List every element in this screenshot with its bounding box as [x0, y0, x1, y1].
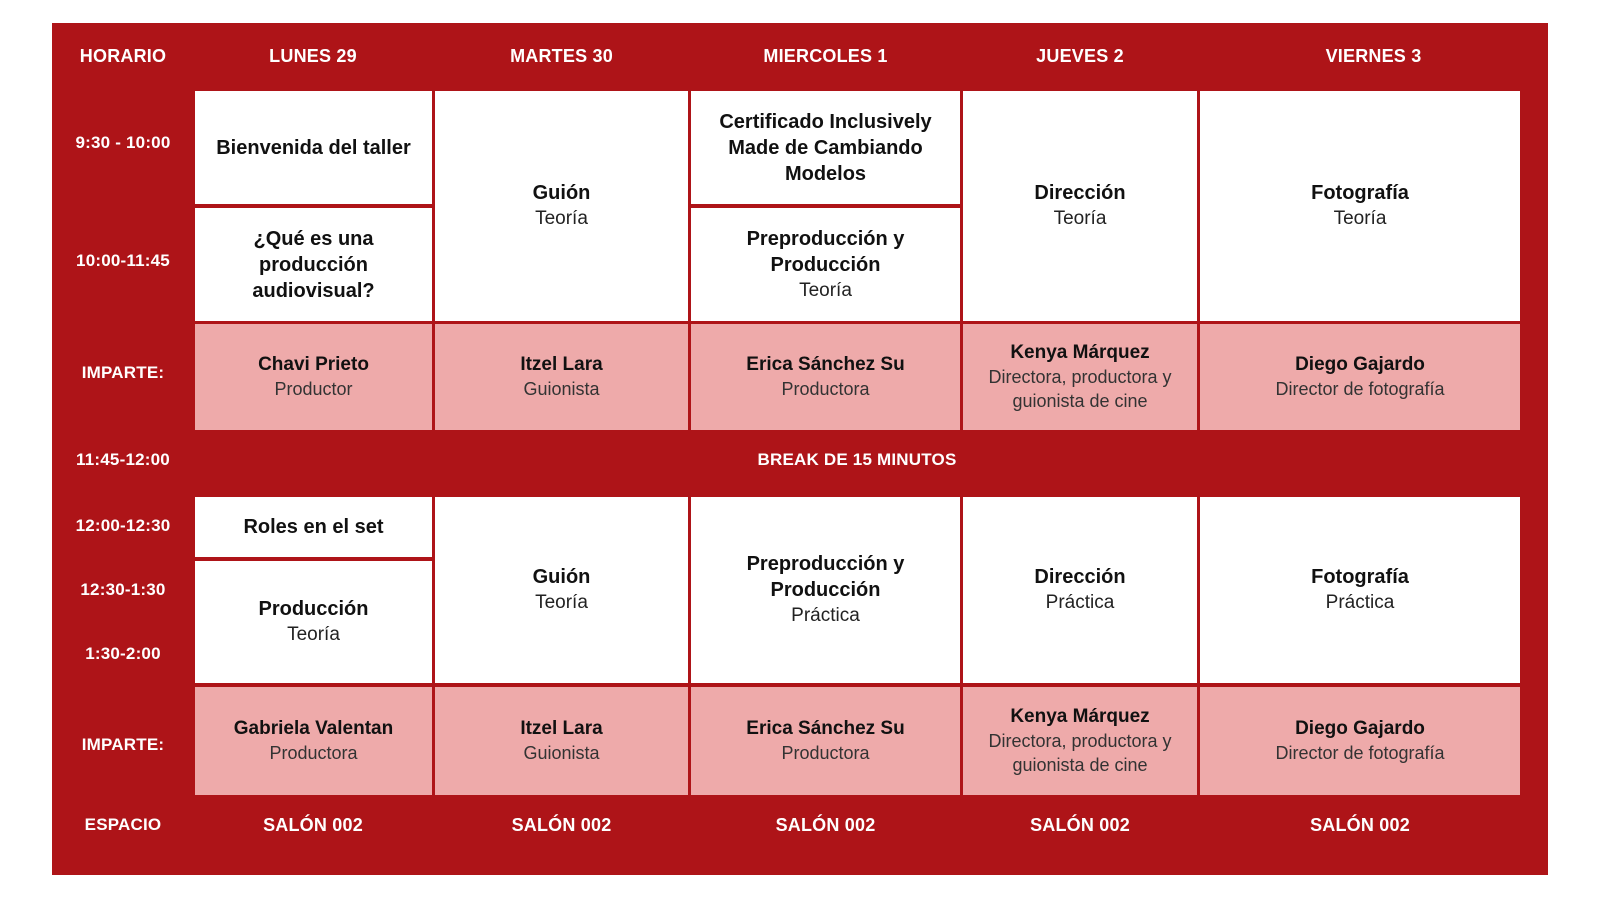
session-lunes-produccion-audiovisual: [195, 208, 432, 321]
time-slot-1: 9:30 - 10:00: [75, 133, 171, 152]
session-title: Bienvenida del taller: [216, 136, 411, 159]
espacio-miercoles: SALÓN 002: [775, 814, 876, 835]
instructor-martes-afternoon: [435, 687, 688, 795]
espacio-label: ESPACIO: [84, 815, 162, 834]
instructor-martes-morning: [435, 324, 688, 430]
header-martes: MARTES 30: [510, 45, 613, 66]
instructor-viernes-morning: [1200, 324, 1520, 430]
instructor-name: Gabriela Valentan: [233, 718, 394, 739]
session-title: Dirección: [1034, 566, 1126, 588]
instructor-name: Kenya Márquez: [1010, 706, 1150, 727]
session-title: Dirección: [1034, 182, 1126, 204]
session-type: Teoría: [287, 624, 340, 645]
instructor-name: Diego Gajardo: [1295, 718, 1425, 739]
session-type: Teoría: [1333, 208, 1387, 229]
instructor-lunes-morning: [195, 324, 432, 430]
session-martes-guion-teoria: [435, 91, 688, 321]
instructor-jueves-afternoon: [963, 687, 1197, 795]
instructor-name: Itzel Lara: [520, 718, 603, 739]
time-slot-5: 1:30-2:00: [85, 644, 161, 663]
instructor-miercoles-afternoon: [691, 687, 960, 795]
session-title: Preproducción y Producción: [746, 227, 905, 276]
instructor-lunes-afternoon: [195, 687, 432, 795]
instructor-role: Director de fotografía: [1275, 379, 1445, 399]
session-title: Fotografía: [1311, 182, 1409, 204]
espacio-martes: SALÓN 002: [511, 814, 612, 835]
session-type: Práctica: [1045, 592, 1115, 613]
break-banner: BREAK DE 15 MINUTOS: [757, 450, 957, 469]
session-type: Teoría: [1053, 208, 1107, 229]
instructor-miercoles-morning: [691, 324, 960, 430]
header-lunes: LUNES 29: [269, 45, 357, 66]
instructor-role: Productora: [781, 379, 870, 399]
instructor-jueves-morning: [963, 324, 1197, 430]
espacio-viernes: SALÓN 002: [1310, 814, 1410, 835]
session-title: Guión: [532, 182, 591, 204]
session-type: Teoría: [535, 208, 588, 229]
session-martes-guion-tarde: [435, 497, 688, 683]
session-type: Teoría: [799, 279, 852, 301]
imparte-label-afternoon: IMPARTE:: [81, 735, 165, 754]
session-type: Práctica: [791, 605, 860, 626]
header-miercoles: MIERCOLES 1: [763, 45, 888, 66]
session-miercoles-certificado: [691, 91, 960, 204]
instructor-role: Directora, productora y guionista de cine: [988, 731, 1172, 775]
instructor-name: Chavi Prieto: [258, 354, 369, 375]
session-title: Guión: [532, 566, 591, 588]
session-lunes-roles-set: [195, 497, 432, 557]
session-miercoles-preproduccion-teoria: [691, 208, 960, 321]
instructor-name: Erica Sánchez Su: [746, 354, 905, 375]
instructor-name: Diego Gajardo: [1295, 354, 1425, 375]
session-viernes-fotografia-teoria: [1200, 91, 1520, 321]
header-horario: HORARIO: [79, 45, 167, 66]
instructor-name: Erica Sánchez Su: [746, 718, 905, 739]
session-title: Producción: [258, 598, 369, 620]
imparte-label-morning: IMPARTE:: [81, 363, 165, 382]
instructor-role: Productora: [781, 743, 870, 763]
instructor-role: Productora: [269, 743, 358, 763]
schedule-table: [52, 23, 1548, 875]
session-title: Preproducción y Producción: [746, 553, 905, 601]
session-type: Teoría: [535, 592, 588, 613]
session-title: Roles en el set: [243, 516, 384, 538]
instructor-name: Itzel Lara: [520, 354, 603, 375]
instructor-role: Directora, productora y guionista de cine: [988, 367, 1172, 411]
session-title: ¿Qué es una producción audiovisual?: [252, 227, 375, 302]
time-slot-4: 12:30-1:30: [80, 580, 166, 599]
session-viernes-fotografia-practica: [1200, 497, 1520, 683]
session-lunes-produccion-teoria: [195, 561, 432, 683]
instructor-role: Productor: [274, 379, 353, 399]
header-jueves: JUEVES 2: [1036, 45, 1124, 66]
time-break: 11:45-12:00: [76, 450, 170, 469]
instructor-role: Director de fotografía: [1275, 743, 1445, 763]
time-slot-3: 12:00-12:30: [75, 516, 171, 535]
instructor-role: Guionista: [523, 379, 600, 399]
time-slot-2: 10:00-11:45: [76, 251, 170, 270]
header-viernes: VIERNES 3: [1325, 45, 1422, 66]
espacio-jueves: SALÓN 002: [1030, 814, 1130, 835]
session-type: Práctica: [1325, 592, 1395, 613]
instructor-role: Guionista: [523, 743, 600, 763]
session-jueves-direccion-teoria: [963, 91, 1197, 321]
espacio-lunes: SALÓN 002: [263, 814, 363, 835]
instructor-name: Kenya Márquez: [1010, 342, 1150, 363]
session-title: Certificado Inclusively Made de Cambiando Modelos: [719, 110, 932, 185]
session-miercoles-preproduccion-practica: [691, 497, 960, 683]
session-jueves-direccion-practica: [963, 497, 1197, 683]
session-title: Fotografía: [1311, 566, 1409, 588]
session-lunes-bienvenida: [195, 91, 432, 204]
instructor-viernes-afternoon: [1200, 687, 1520, 795]
